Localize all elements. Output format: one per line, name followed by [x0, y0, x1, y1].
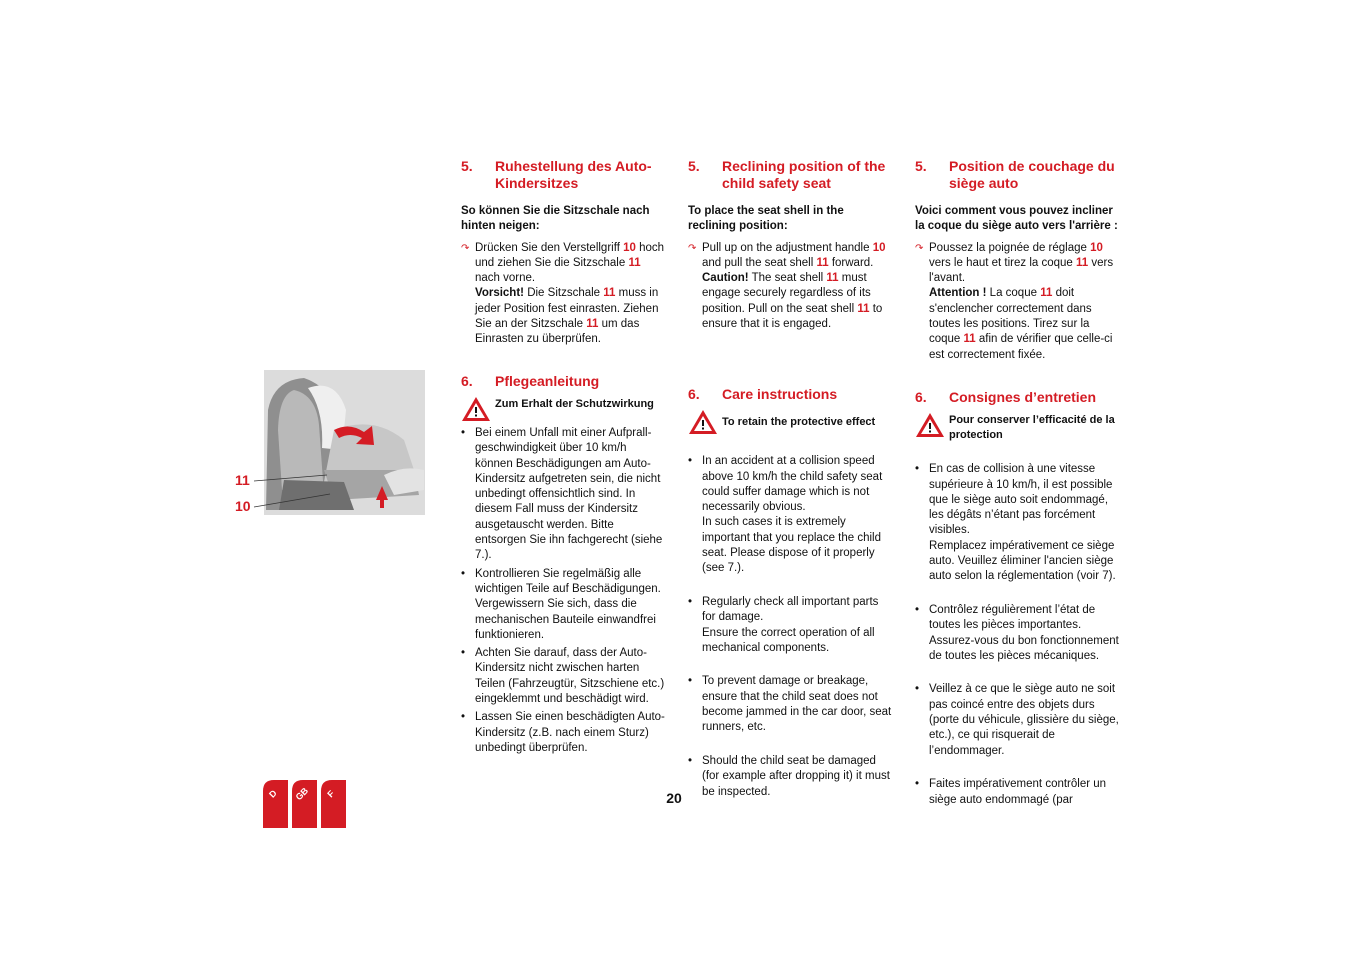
column-fr — [915, 158, 1120, 806]
list-item: • In an accident at a collision speed above 10 km/h the child safety seat could suffer damage which is not necessarily obvious. In such cases it is extremely important that you replace the child seat. Please dispose of it properly (see 7.). — [688, 455, 883, 575]
lang-tab-label: F — [325, 788, 337, 800]
list-item: • To prevent damage or breakage, ensure that the child seat does not become jammed in the car door, seat runners, etc. — [688, 675, 892, 734]
list-item: • Faites impérativement contrôler un siège auto endommagé (par — [915, 778, 1107, 806]
list-item: • Veillez à ce que le siège auto ne soit pas coincé entre des objets durs (porte du véhicule, glissière du siège, etc.), ce qui risquerait de l’endommager. — [915, 683, 1119, 757]
section-6-heading-fr: 6. Consignes d’entretien — [915, 389, 1097, 405]
section-5-heading-en: 5. Reclining position of the child safety seat — [688, 158, 886, 191]
lang-tab-label: D — [267, 788, 279, 800]
section-5-heading-fr: 5. Position de couchage du siège auto — [915, 158, 1115, 191]
list-item: • Kontrollieren Sie regelmäßig alle wichtigen Teile auf Beschädigungen. Vergewissern Sie sich, dass die mechanischen Bauteile einwandfrei funktionieren. — [461, 567, 661, 641]
instruction-fr: ↷ Poussez la poignée de réglage 10 vers le haut et tirez la coque 11 vers l'avant. Attention ! La coque 11 doit s'enclencher correctement dans toutes les positions. Tirez sur la coque 11 afin de vérifier que celle-ci est correctement fixée. — [915, 241, 1120, 363]
section-6-heading-en: 6. Care instructions — [688, 386, 838, 402]
lang-tab-label: GB — [293, 785, 311, 803]
section-6-fr — [915, 389, 1120, 826]
warning-icon — [915, 412, 945, 438]
warning-icon — [688, 409, 718, 435]
page-number: 20 — [666, 790, 682, 806]
callout-10: 10 — [235, 498, 251, 514]
warning-de: Zum Erhalt der Schutzwirkung — [461, 396, 666, 422]
care-list-de — [461, 426, 666, 756]
arrow-icon: ↷ — [461, 242, 470, 254]
list-item: • Should the child seat be damaged (for example after dropping it) it must be inspected. — [688, 754, 890, 798]
lang-tab-d — [263, 780, 288, 828]
list-item: • Bei einem Unfall mit einer Aufprall-geschwindigkeit über 10 km/h können Beschädigungen am Auto-Kindersitz aufgetreten sein, die nicht unbedingt offensichtlich sind. In diesem Fall muss der Kindersitz ausgetauscht werden. Bitte entsorgen Sie ihn fachgerecht (siehe 7.). — [461, 427, 663, 562]
lang-tab-gb — [292, 780, 317, 828]
section-5-heading-de: 5. Ruhestellung des Auto-Kindersitzes — [461, 158, 652, 191]
callout-leader-lines — [252, 470, 332, 515]
list-item: • Regularly check all important parts for damage. Ensure the correct operation of all mechanical components. — [688, 595, 879, 654]
callout-11: 11 — [235, 472, 250, 488]
list-item: • Achten Sie darauf, dass der Auto-Kindersitz nicht zwischen harten Teilen (Fahrzeugtür, Sitzschiene etc.) eingeklemmt und beschädigt wird. — [461, 647, 665, 706]
warning-icon — [461, 396, 491, 422]
section-6-en — [688, 386, 893, 818]
language-tabs — [262, 779, 350, 829]
instruction-de: ↷ Drücken Sie den Verstellgriff 10 hoch und ziehen Sie die Sitzschale 11 nach vorne. Vorsicht! Die Sitzschale 11 muss in jeder Position fest einrasten. Ziehen Sie an der Sitzschale 11 um das Einrasten zu überprüfen. — [461, 241, 666, 348]
list-item: • Lassen Sie einen beschädigten Auto-Kindersitz (z.B. nach einem Sturz) unbedingt überprüfen. — [461, 711, 665, 754]
arrow-icon: ↷ — [915, 242, 924, 254]
instruction-en: ↷ Pull up on the adjustment handle 10 and pull the seat shell 11 forward. Caution! The seat shell 11 must engage securely regardless of its position. Pull on the seat shell 11 to ensure that it is engaged. — [688, 241, 893, 333]
lang-tab-f — [321, 780, 346, 828]
section-5-subheading-fr: Voici comment vous pouvez incliner la coque du siège auto vers l'arrière : — [915, 205, 1118, 233]
list-item: • En cas de collision à une vitesse supérieure à 10 km/h, il est possible que le siège auto soit endommagé, les dégâts n’étant pas forcément visibles. Remplacez impérativement ce siège auto. Veuillez éliminer l'ancien siège auto selon la réglementation (voir 7). — [915, 463, 1116, 583]
warning-fr: Pour conserver l’efficacité de la protection — [915, 412, 1120, 443]
care-list-en — [688, 439, 893, 818]
list-item: • Contrôlez régulièrement l’état de toutes les pièces importantes. Assurez-vous du bon fonctionnement de toutes les pièces mécaniques. — [915, 603, 1119, 662]
care-list-fr — [915, 447, 1120, 826]
warning-en: To retain the protective effect — [688, 409, 893, 435]
arrow-icon: ↷ — [688, 242, 697, 254]
column-de — [461, 158, 666, 754]
section-6-heading-de: 6. Pflegeanleitung — [461, 373, 600, 389]
section-6-de — [461, 373, 666, 759]
section-5-subheading-en: To place the seat shell in the reclining position: — [688, 205, 844, 233]
column-en — [688, 158, 893, 798]
section-5-subheading-de: So können Sie die Sitzschale nach hinten neigen: — [461, 205, 650, 233]
